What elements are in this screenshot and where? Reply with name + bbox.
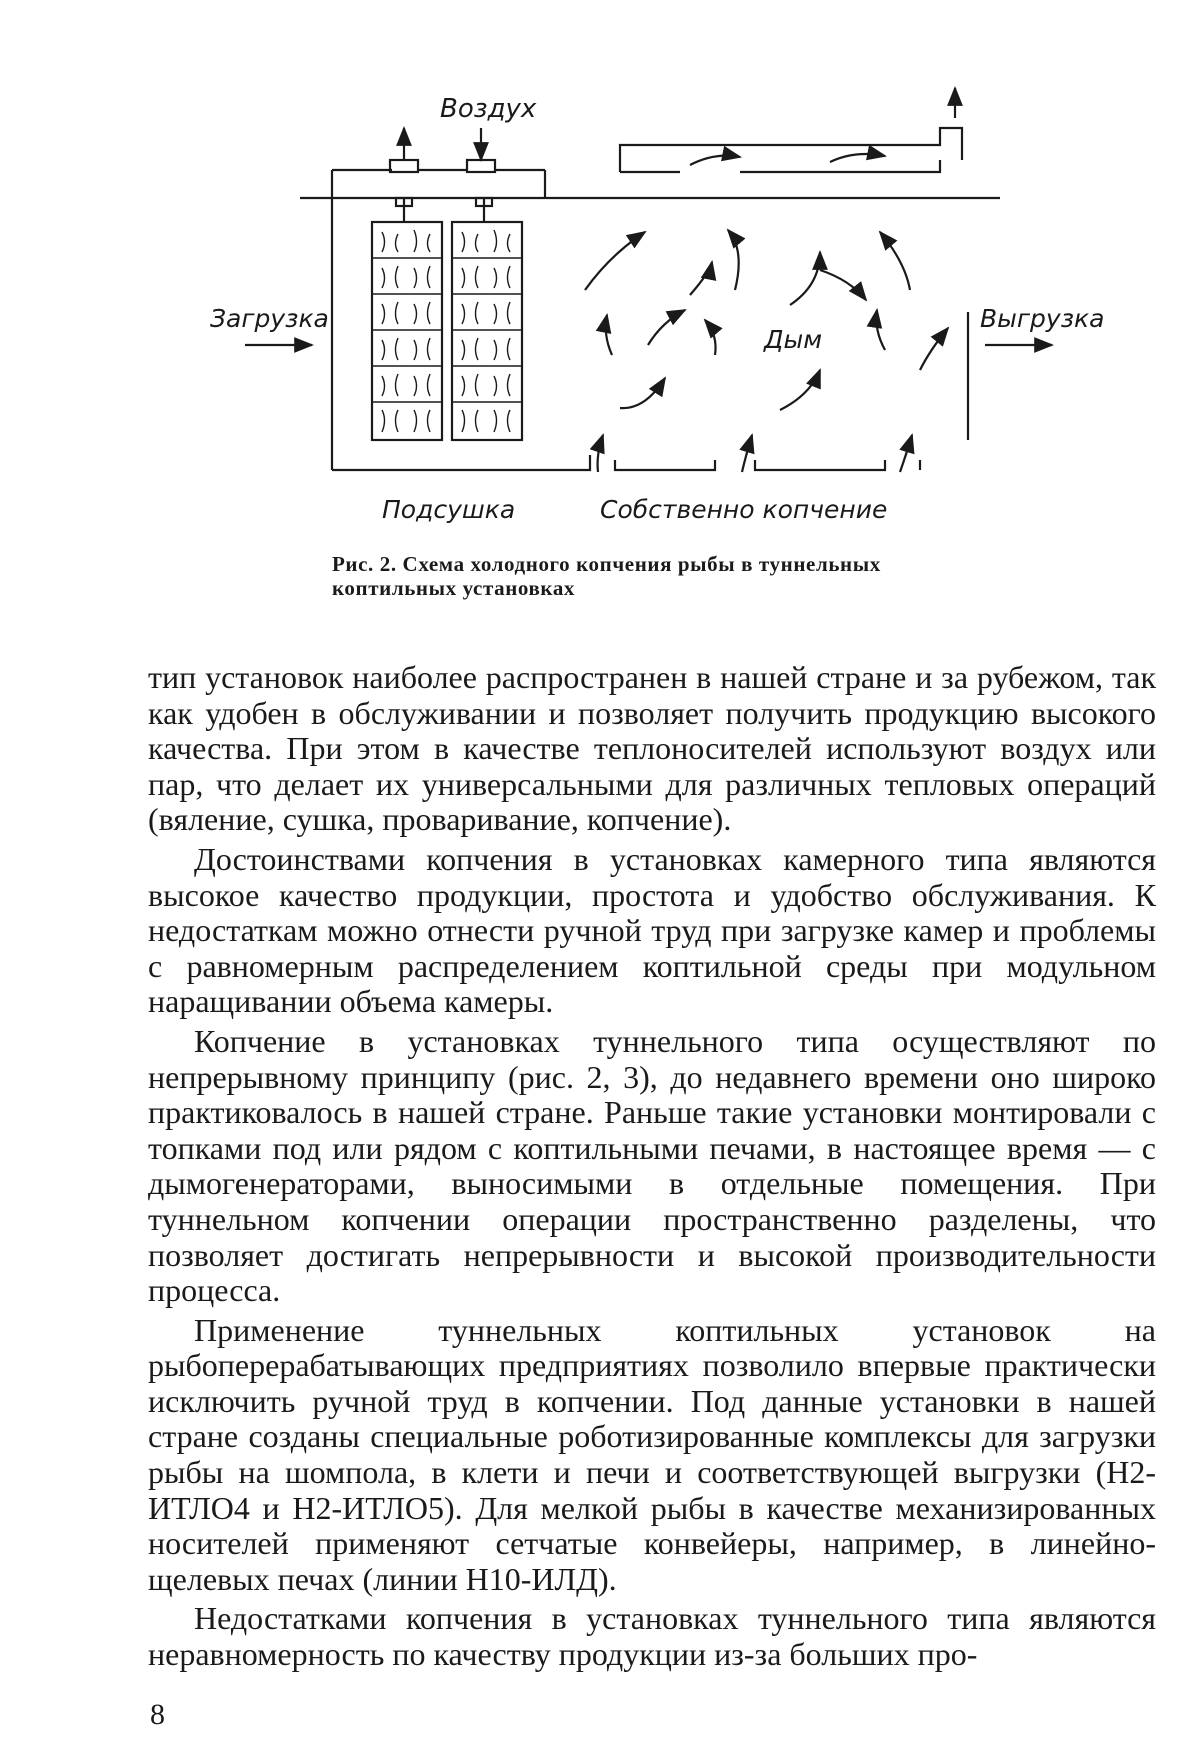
paragraph-4: Применение туннельных коптильных установок на рыбоперерабатывающих предприятиях позволило впервые практически исключить ручной труд в копчении. Под данные установки в нашей стране созданы специальные роботизированные комплексы для загрузки рыбы на шомпола, в клети и печи и соответствующей выгрузки (Н2-ИТЛО4 и Н2-ИТЛО5). Для мелкой рыбы в качестве механизированных носителей применяют сетчатые конвейеры, например, в линейно-щелевых печах (линии Н10-ИЛД). — [148, 1311, 1156, 1597]
paragraph-3: Копчение в установках туннельного типа осуществляют по непрерывному принципу (рис. 2, 3), до недавнего времени оно широко практиковалось в нашей стране. Раньше такие установки монтировали с топками под или рядом с коптильными печами, в настоящее время — с дымогенераторами, выносимыми в отдельные помещения. При туннельном копчении операции пространственно разделены, что позволяет достигать непрерывности и высокой производительности процесса. — [148, 1022, 1156, 1309]
fish-hangers — [372, 230, 522, 432]
smoke-inlet-arrow-3 — [900, 435, 912, 472]
air-vent-left — [390, 160, 418, 172]
paragraph-2: Достоинствами копчения в установках камерного типа являются высокое качество продукции, простота и удобство обслуживания. К недостаткам можно отнести ручной труд при загрузке камер и проблемы с равномерным распределением коптильной среды при модульном наращивании объема камеры. — [148, 840, 1156, 1020]
label-unloading: Выгрузка — [980, 304, 1105, 333]
exhaust-duct — [620, 128, 962, 172]
tunnel-smoking-diagram — [0, 0, 1200, 560]
air-vent-right — [467, 160, 495, 172]
figure-caption: Рис. 2. Схема холодного копчения рыбы в туннельных коптильных установках — [332, 552, 881, 600]
smoke-inlet-arrow-1 — [598, 435, 603, 472]
paragraph-1: тип установок наиболее распространен в нашей стране и за рубежом, так как удобен в обслуживании и позволяет получить продукцию высокого качества. При этом в качестве теплоносителей используют воздух или пар, что делает их универсальными для различных тепловых операций (вяление, сушка, проваривание, копчение). — [148, 659, 1156, 838]
label-smoke: Дым — [764, 325, 823, 354]
smoke-inlet-arrow-2 — [742, 435, 752, 472]
label-predrying: Подсушка — [382, 495, 516, 524]
smoke-flow-arrows — [585, 230, 948, 410]
fish-rack-right — [452, 222, 522, 440]
label-smoking: Собственно копчение — [600, 495, 888, 524]
label-loading: Загрузка — [210, 304, 329, 333]
paragraph-5: Недостатками копчения в установках туннельного типа являются неравномерность по качеству продукции из-за больших про- — [148, 1600, 1156, 1673]
fish-rack-left — [372, 222, 442, 440]
page-number: 8 — [150, 1698, 165, 1731]
body-text — [148, 660, 1156, 1677]
label-air: Воздух — [440, 94, 537, 124]
